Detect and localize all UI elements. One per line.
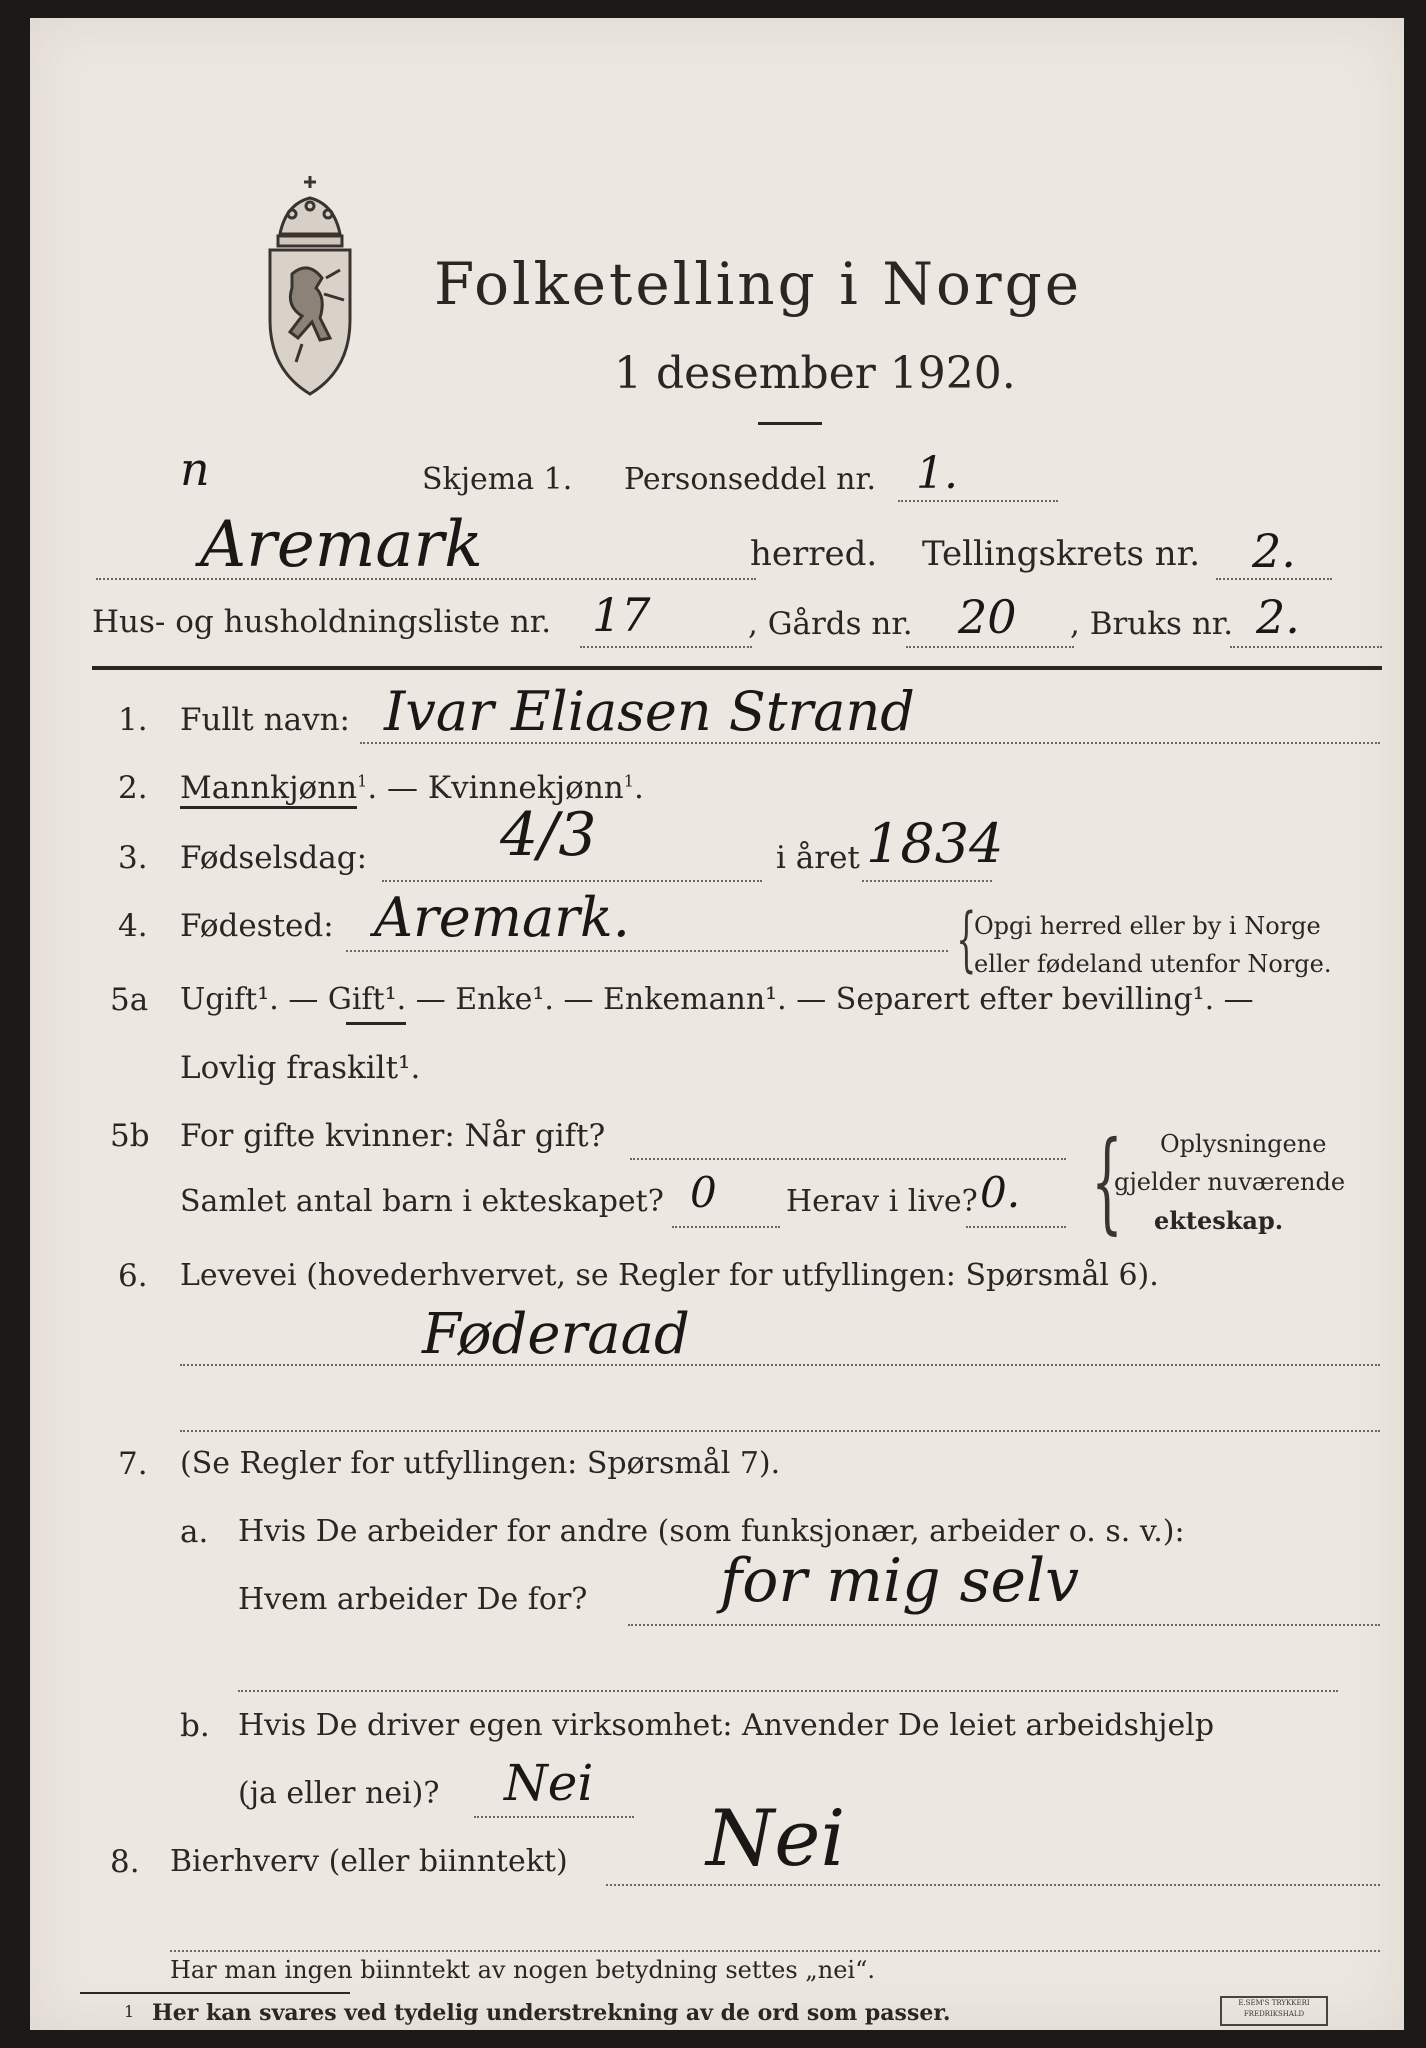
q5b-label-2: Samlet antal barn i ekteskapet? [180, 1184, 664, 1219]
q7a-letter: a. [180, 1514, 209, 1550]
printer-stamp [1220, 1996, 1328, 2026]
q5b-live-line [966, 1226, 1066, 1228]
q5b-barn-value: 0 [690, 1168, 717, 1217]
q5b-number: 5b [110, 1118, 150, 1154]
q7a-line-1: Hvis De arbeider for andre (som funksjonær, arbeider o. s. v.): [238, 1514, 1185, 1549]
printer-stamp-text: E.SEM'S TRYKKERI FREDRIKSHALD [1238, 1999, 1310, 2018]
q5b-label-1: For gifte kvinner: Når gift? [180, 1118, 606, 1154]
q5b-note-2: gjelder nuværende [1114, 1168, 1346, 1196]
q7b-value: Nei [504, 1754, 594, 1812]
q3-year-label: i året [776, 840, 860, 876]
q6-number: 6. [118, 1258, 148, 1294]
husliste-label: Hus- og husholdningsliste nr. [92, 604, 552, 640]
q7-number: 7. [118, 1446, 148, 1482]
q7b-line [474, 1816, 634, 1818]
q1-value: Ivar Eliasen Strand [384, 680, 915, 743]
q8-label: Bierhverv (eller biinntekt) [170, 1844, 568, 1879]
q8-line-extra [170, 1950, 1380, 1952]
tellingskrets-label: Tellingskrets nr. [922, 534, 1201, 574]
q3-year-line [862, 880, 992, 882]
q5b-line-1 [630, 1158, 1066, 1160]
q5a-line-1: Ugift¹. — Gift¹. — Enke¹. — Enkemann¹. — Separert efter bevilling¹. — [180, 982, 1254, 1017]
q4-value: Aremark. [374, 886, 630, 949]
q5b-live-value: 0. [980, 1168, 1021, 1217]
tellingskrets-line [1216, 578, 1332, 580]
q2-number: 2. [118, 770, 148, 806]
bruks-line [1230, 646, 1382, 648]
q1-label: Fullt navn: [180, 702, 350, 738]
q5a-number: 5a [110, 982, 149, 1018]
skjema-label: Skjema 1. [422, 462, 573, 497]
footnote-number: 1 [124, 2002, 135, 2021]
q7b-letter: b. [180, 1708, 210, 1744]
q8-value: Nei [706, 1794, 846, 1884]
q4-brace: { [956, 898, 977, 980]
census-form-page [30, 18, 1404, 2030]
herred-value: Aremark [200, 508, 483, 582]
herred-label: herred. [750, 534, 878, 574]
q2-sup: 1 [357, 771, 368, 791]
herred-line [96, 578, 756, 580]
gards-line [906, 646, 1074, 648]
q2-sep: . — [367, 770, 428, 806]
q2-female: Kvinnekjønn [427, 770, 624, 806]
q7b-line-1: Hvis De driver egen virksomhet: Anvender De leiet arbeidshjelp [238, 1708, 1215, 1743]
q7b-line-2: (ja eller nei)? [238, 1776, 440, 1811]
tellingskrets-value: 2. [1252, 524, 1296, 578]
q7a-value: for mig selv [720, 1546, 1080, 1616]
gards-label: , Gårds nr. [748, 606, 913, 642]
q2-male: Mannkjønn [180, 770, 357, 809]
q7-label: (Se Regler for utfyllingen: Spørsmål 7). [180, 1446, 781, 1481]
q7a-line-extra [238, 1690, 1338, 1692]
gift-underline [346, 1022, 406, 1025]
q8-number: 8. [110, 1844, 140, 1880]
q4-number: 4. [118, 908, 148, 944]
footnote-text: Her kan svares ved tydelig understrekning av de ord som passer. [152, 2000, 951, 2026]
q4-note-1: Opgi herred eller by i Norge [974, 912, 1321, 940]
footnote-rule [80, 1992, 350, 1994]
handwritten-mark: n [180, 442, 210, 496]
q4-note-2: eller fødeland utenfor Norge. [974, 950, 1332, 978]
q4-label: Fødested: [180, 908, 334, 944]
q3-line [382, 880, 762, 882]
q3-label: Fødselsdag: [180, 840, 368, 876]
q6-value: Føderaad [422, 1302, 690, 1367]
nei-note: Har man ingen biinntekt av nogen betydning settes „nei“. [170, 1956, 875, 1984]
q5a-line-2: Lovlig fraskilt¹. [180, 1050, 421, 1086]
header-rule [92, 666, 1382, 670]
husliste-value: 17 [592, 588, 651, 642]
q3-number: 3. [118, 840, 148, 876]
census-date: 1 desember 1920. [614, 348, 1016, 399]
personseddel-label: Personseddel nr. [624, 462, 877, 497]
bruks-value: 2. [1256, 590, 1300, 644]
gards-value: 20 [958, 590, 1017, 644]
q7a-line [628, 1624, 1380, 1626]
q6-line-2 [180, 1430, 1380, 1432]
q8-line [606, 1884, 1380, 1886]
q5b-brace: { [1091, 1117, 1123, 1245]
husliste-line [580, 646, 752, 648]
personseddel-value: 1. [916, 448, 958, 499]
q2-sup-2: 1 [623, 771, 634, 791]
q6-label: Levevei (hovederhvervet, se Regler for utfyllingen: Spørsmål 6). [180, 1258, 1159, 1293]
q6-line-1 [180, 1364, 1380, 1366]
q5b-live-label: Herav i live? [786, 1184, 978, 1219]
personseddel-line [898, 500, 1058, 502]
coat-of-arms-icon [262, 174, 358, 398]
q2-end: . [633, 770, 644, 806]
form-title: Folketelling i Norge [434, 250, 1083, 318]
q1-number: 1. [118, 702, 148, 738]
title-divider [758, 422, 822, 425]
q3-year-value: 1834 [866, 812, 1004, 875]
q3-value: 4/3 [500, 800, 597, 870]
q7a-line-2: Hvem arbeider De for? [238, 1582, 588, 1617]
bruks-label: , Bruks nr. [1070, 606, 1234, 642]
q5b-note-1: Oplysningene [1160, 1130, 1327, 1158]
q5b-note-3: ekteskap. [1154, 1206, 1284, 1235]
q4-line [346, 950, 948, 952]
q5b-barn-line [672, 1226, 780, 1228]
